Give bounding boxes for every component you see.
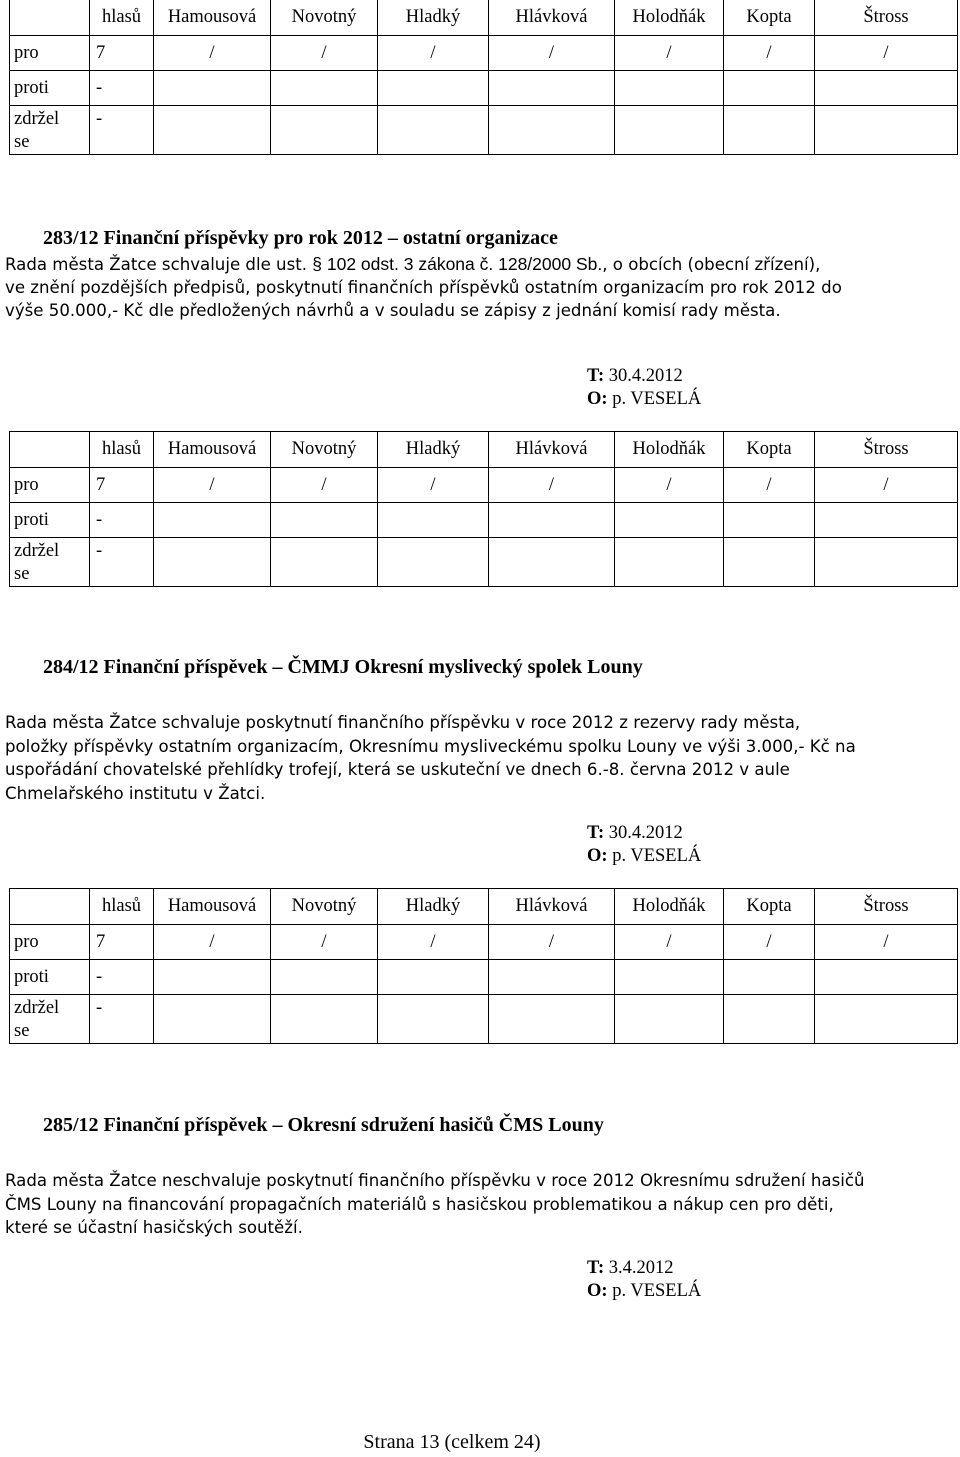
header-hlasu: hlasů [90,432,154,468]
zdrzel-count: - [90,995,154,1044]
header-holodnak: Holodňák [615,432,724,468]
header-novotny: Novotný [271,432,378,468]
pro-mark: / [724,468,815,503]
term-block-284: T: 30.4.2012 O: p. VESELÁ [587,823,702,866]
row-label-proti: proti [10,960,90,995]
header-hlavkova: Hlávková [489,889,615,925]
header-blank-cell [10,432,90,468]
pro-mark: / [724,925,815,960]
pro-mark: / [271,925,378,960]
section-283-line-1: Rada města Žatce schvaluje dle ust. § 102 odst. 3 zákona č. 128/2000 Sb., o obcích (obecní zřízení), [5,254,821,274]
pro-mark: / [815,925,958,960]
pro-mark: / [615,36,724,71]
pro-mark: / [154,925,271,960]
pro-count: 7 [90,925,154,960]
header-hladky: Hladký [378,432,489,468]
row-label-pro: pro [10,925,90,960]
header-blank-cell [10,889,90,925]
pro-mark: / [489,468,615,503]
section-285-body: Rada města Žatce neschvaluje poskytnutí finančního příspěvku v roce 2012 Okresnímu sdružení hasičů ČMS Louny na financování propagačních materiálů s hasičskou problematikou a nákup cen pro děti, které se účastní hasičských soutěží. [5,1171,865,1237]
page-footer: Strana 13 (celkem 24) [363,1431,541,1453]
header-kopta: Kopta [724,432,815,468]
header-kopta: Kopta [724,889,815,925]
pro-mark: / [271,36,378,71]
vote-table-1 [9,0,958,155]
header-hlavkova: Hlávková [489,432,615,468]
row-label-proti: proti [10,71,90,106]
header-blank-cell [10,0,90,36]
section-title-284: 284/12 Finanční příspěvek – ČMMJ Okresní myslivecký spolek Louny [43,656,643,678]
pro-mark: / [615,925,724,960]
header-stross: Štross [815,432,958,468]
pro-mark: / [815,468,958,503]
legal-reference: § 102 odst. 3 zákona č. 128/2000 Sb. [312,254,603,274]
header-kopta: Kopta [724,0,815,36]
header-novotny: Novotný [271,0,378,36]
header-hamousova: Hamousová [154,889,271,925]
header-holodnak: Holodňák [615,0,724,36]
pro-mark: / [378,36,489,71]
pro-mark: / [489,925,615,960]
pro-mark: / [489,36,615,71]
proti-count: - [90,71,154,106]
proti-count: - [90,503,154,538]
term-block-283: T: 30.4.2012 O: p. VESELÁ [587,366,702,409]
header-hladky: Hladký [378,0,489,36]
section-title-285: 285/12 Finanční příspěvek – Okresní sdružení hasičů ČMS Louny [43,1114,604,1136]
section-283-line-2: ve znění pozdějších předpisů, poskytnutí finančních příspěvků ostatním organizacím pro rok 2012 do [5,278,842,297]
proti-count: - [90,960,154,995]
row-label-proti: proti [10,503,90,538]
row-label-pro: pro [10,36,90,71]
header-hlasu: hlasů [90,889,154,925]
term-date: 30.4.2012 [608,366,683,386]
pro-mark: / [378,925,489,960]
pro-mark: / [615,468,724,503]
header-hlavkova: Hlávková [489,0,615,36]
owner-name: p. VESELÁ [612,846,702,866]
section-283-line-3: výše 50.000,- Kč dle předložených návrhů a v souladu se zápisy z jednání komisí rady města. [5,301,781,320]
section-title-283: 283/12 Finanční příspěvky pro rok 2012 – ostatní organizace [43,227,558,249]
header-hamousova: Hamousová [154,432,271,468]
header-novotny: Novotný [271,889,378,925]
pro-count: 7 [90,468,154,503]
row-label-zdrzel: zdržel se [10,106,90,155]
owner-name: p. VESELÁ [612,1281,702,1301]
zdrzel-count: - [90,538,154,587]
term-block-285: T: 3.4.2012 O: p. VESELÁ [587,1258,702,1301]
header-hladky: Hladký [378,889,489,925]
pro-mark: / [271,468,378,503]
pro-mark: / [378,468,489,503]
owner-name: p. VESELÁ [612,389,702,409]
header-hlasu: hlasů [90,0,154,36]
pro-mark: / [154,36,271,71]
header-hamousova: Hamousová [154,0,271,36]
pro-mark: / [815,36,958,71]
term-date: 3.4.2012 [608,1258,674,1278]
pro-count: 7 [90,36,154,71]
row-label-pro: pro [10,468,90,503]
header-holodnak: Holodňák [615,889,724,925]
pro-mark: / [154,468,271,503]
zdrzel-count: - [90,106,154,155]
header-stross: Štross [815,889,958,925]
pro-mark: / [724,36,815,71]
term-date: 30.4.2012 [608,823,683,843]
vote-table-2 [9,431,958,587]
header-stross: Štross [815,0,958,36]
row-label-zdrzel: zdržel se [10,538,90,587]
section-284-body: Rada města Žatce schvaluje poskytnutí finančního příspěvku v roce 2012 z rezervy rady města, položky příspěvky ostatním organizacím, Okresnímu mysliveckému spolku Louny ve výši 3.000,- Kč na uspořádání chovatelské přehlídky trofejí, která se uskuteční ve dnech 6.-8. června 2012 v aule Chmelařského institutu v Žatci. [5,713,856,803]
row-label-zdrzel: zdržel se [10,995,90,1044]
vote-table-3 [9,888,958,1044]
